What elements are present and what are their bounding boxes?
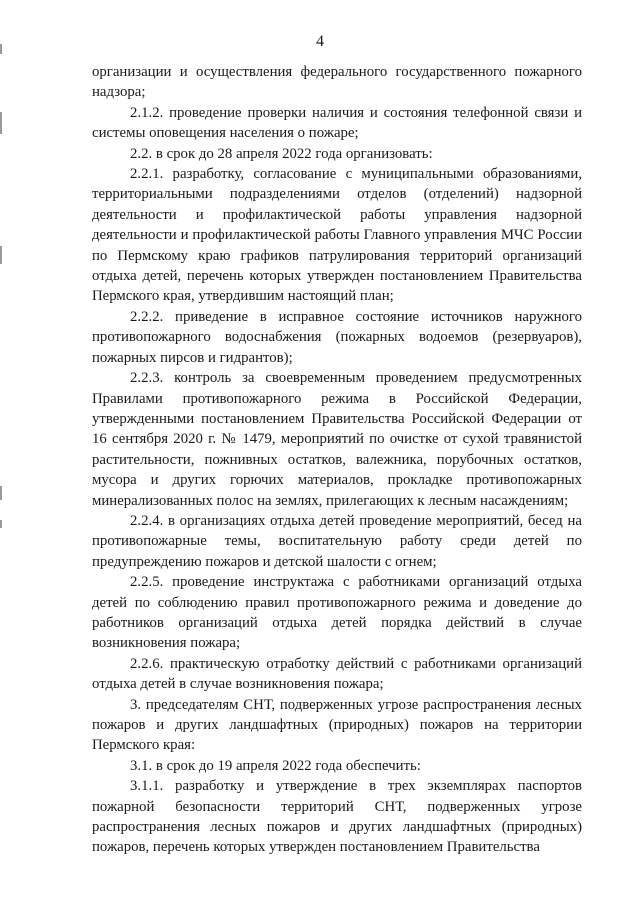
paragraph: 2.2.5. проведение инструктажа с работниками организаций отдыха детей по соблюдению правил противопожарного режима и доведение до работников организаций отдыха детей порядка действий в случае возникновения пожара; [92, 574, 582, 652]
paragraph: 2.2.2. приведение в исправное состояние источников наружного противопожарного водоснабжения (пожарных водоемов (резервуаров), пожарных пирсов и гидрантов); [92, 308, 582, 366]
paragraph: 2.2.1. разработку, согласование с муниципальными образованиями, территориальными подразделениями отделов (отделений) надзорной деятельности и профилактической работы управления надзорной деятельности и профилактической работы Главного управления МЧС России по Пермскому краю графиков патрулирования территорий организаций отдыха детей, перечень которых утвержден постановлением Правительства Пермского края, утвердившим настоящий план; [92, 166, 582, 305]
paragraph: 2.2.3. контроль за своевременным проведением предусмотренных Правилами противопожарного режима в Российской Федерации, утвержденными постановлением Правительства Российской Федерации от 16 сентября 2020 г. № 1479, мероприятий по очистке от сухой травянистой растительности, пожнивных остатков, валежника, порубочных остатков, мусора и других горючих материалов, прокладке противопожарных минерализованных полос на землях, прилегающих к лесным насаждениям; [92, 370, 582, 509]
paragraph: 2.1.2. проведение проверки наличия и состояния телефонной связи и системы оповещения населения о пожаре; [92, 104, 582, 142]
paragraph: 2.2. в срок до 28 апреля 2022 года организовать: [130, 145, 433, 162]
paragraph: организации и осуществления федерального государственного пожарного надзора; [92, 64, 582, 101]
page-number: 4 [316, 33, 324, 50]
scan-edge-mark [0, 44, 2, 54]
scan-edge-mark [0, 112, 2, 134]
scan-edge-mark [0, 520, 2, 528]
paragraph: 2.2.4. в организациях отдыха детей проведение мероприятий, бесед на противопожарные темы, воспитательную работу среди детей по предупреждению пожаров и детской шалости с огнем; [92, 512, 582, 570]
paragraph: 3. председателям СНТ, подверженных угрозе распространения лесных пожаров и других ландшафтных (природных) пожаров на территории Пермского края: [92, 696, 582, 754]
paragraph: 2.2.6. практическую отработку действий с работниками организаций отдыха детей в случае возникновения пожара; [92, 655, 582, 693]
scan-edge-mark [0, 486, 2, 500]
document-body [92, 62, 582, 858]
paragraph: 3.1.1. разработку и утверждение в трех экземплярах паспортов пожарной безопасности территорий СНТ, подверженных угрозе распространения лесных пожаров и других ландшафтных (природных) пожаров, перечень которых утвержден постановлением Правительства [92, 778, 582, 856]
paragraph: 3.1. в срок до 19 апреля 2022 года обеспечить: [130, 757, 421, 774]
scan-edge-mark [0, 246, 2, 264]
